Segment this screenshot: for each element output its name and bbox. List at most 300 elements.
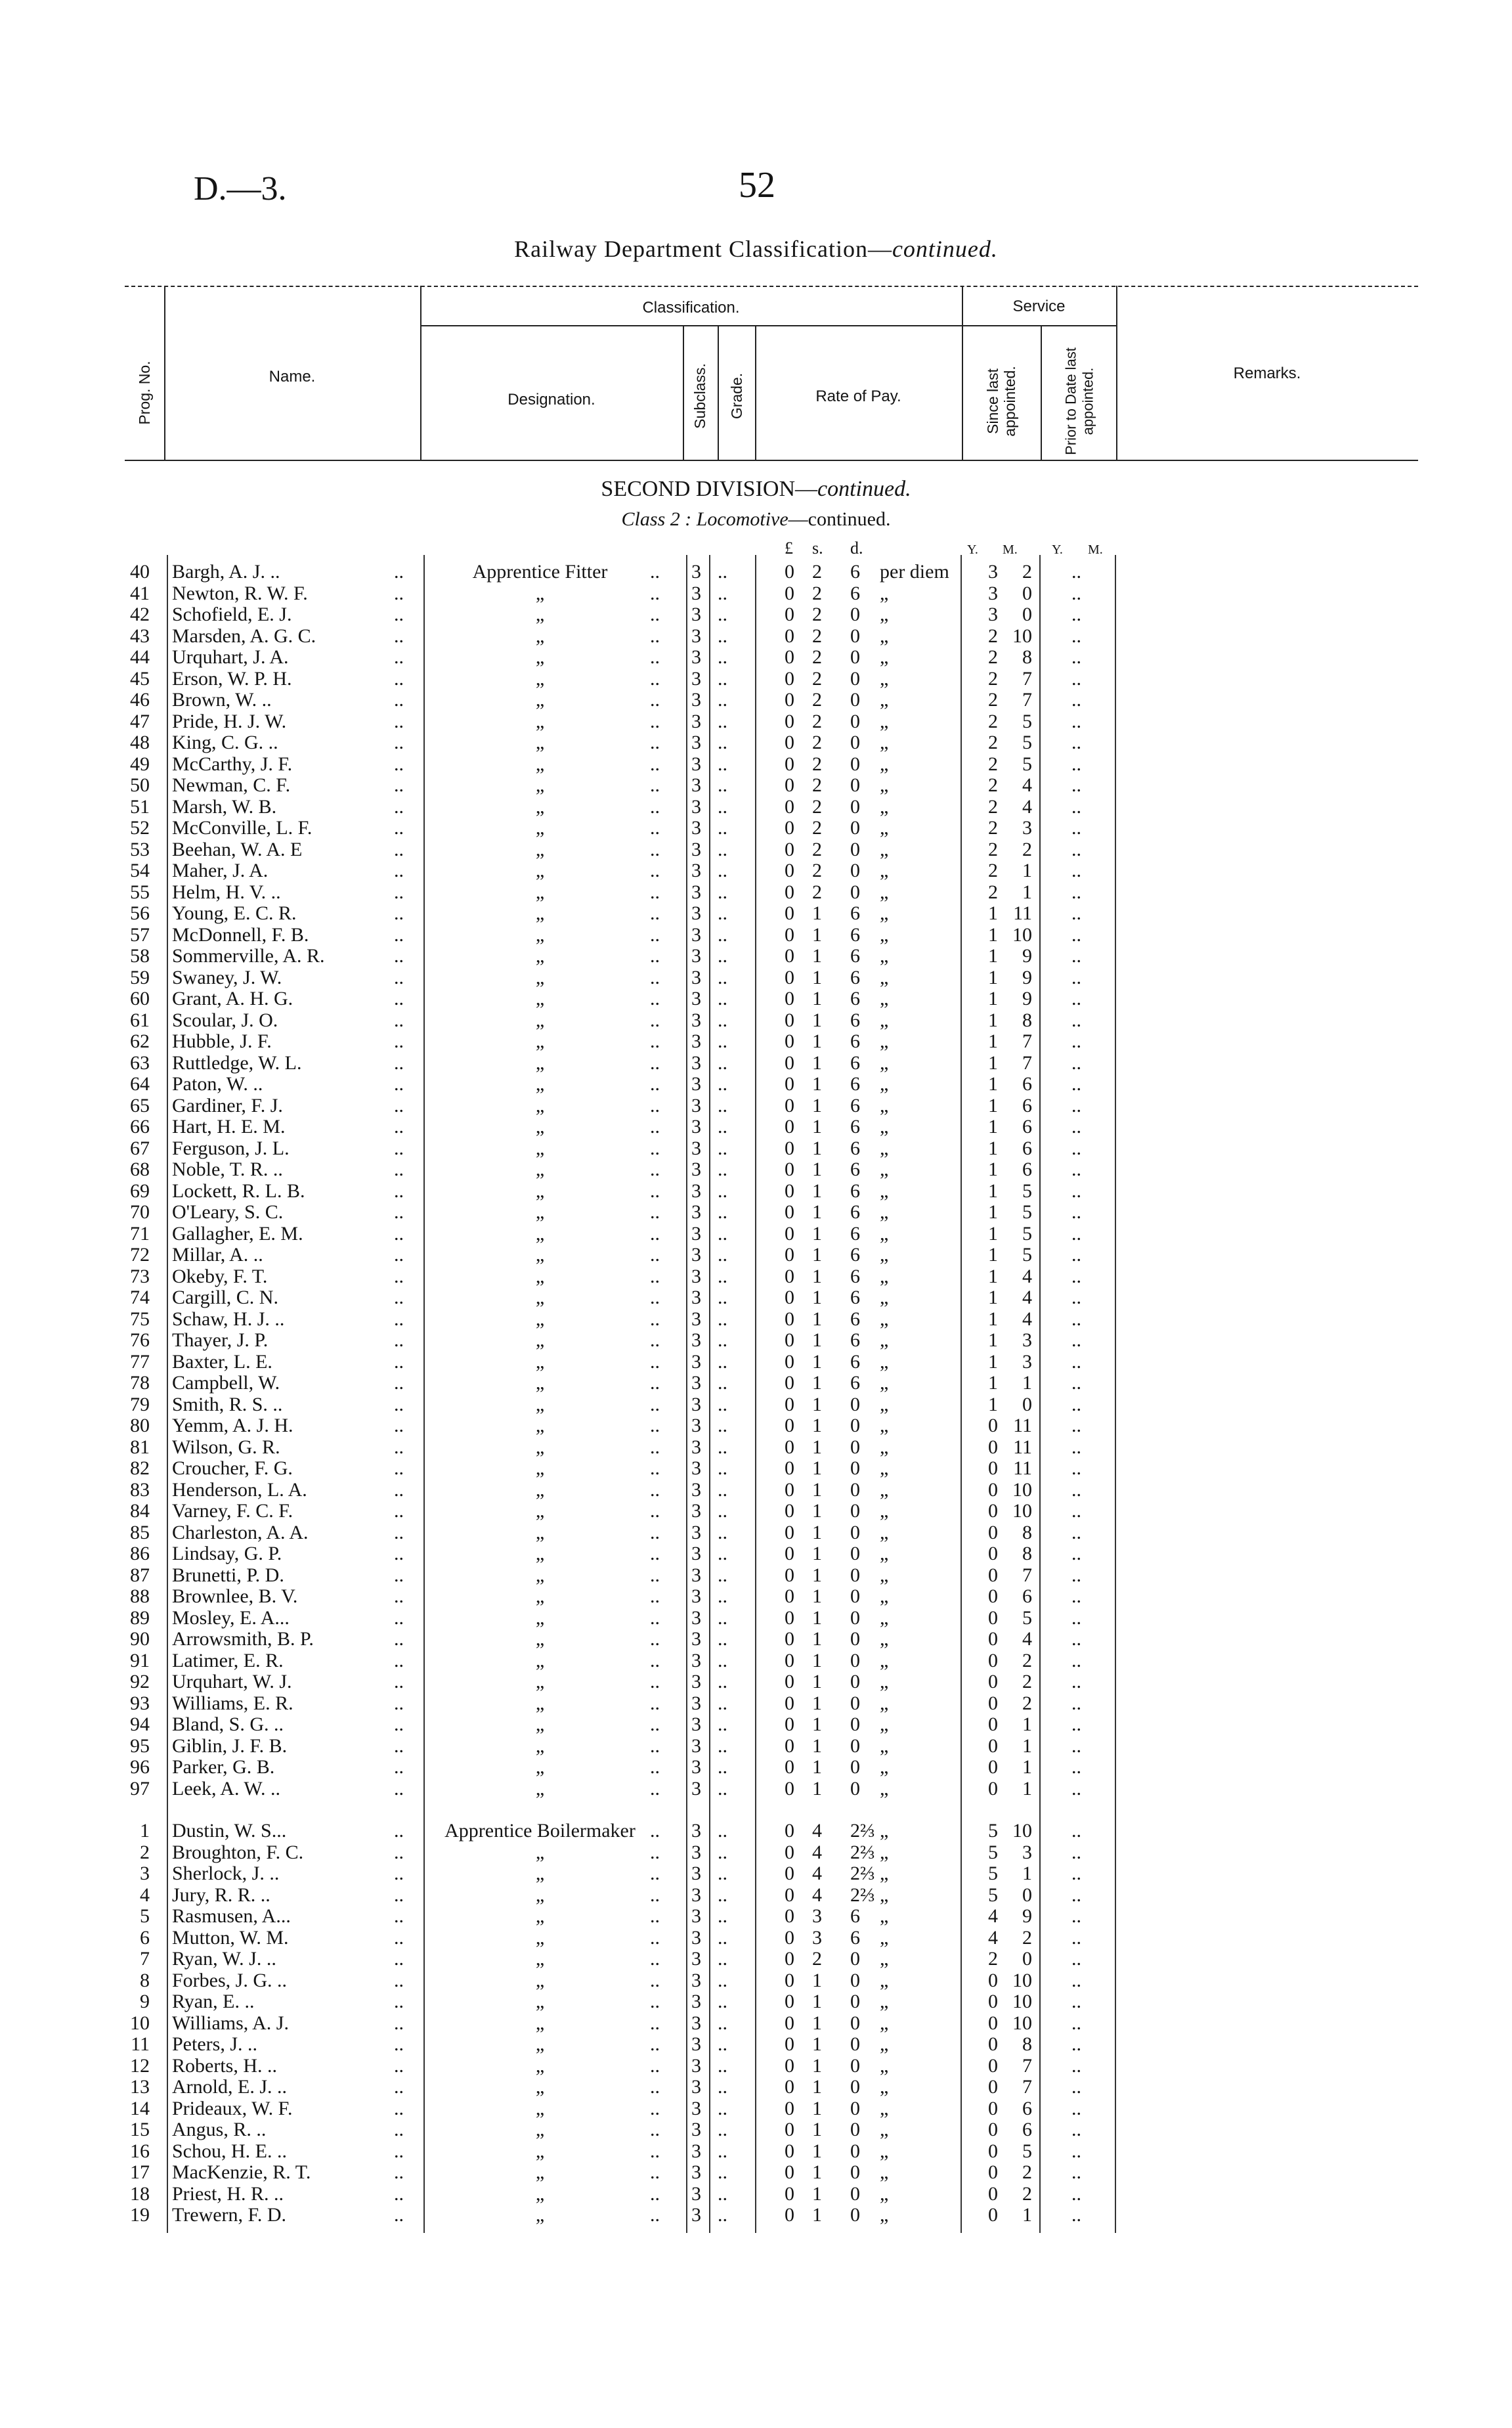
rate-pence: 6 bbox=[850, 902, 860, 924]
leader-dots: .. bbox=[718, 2119, 727, 2140]
rate-pounds: 0 bbox=[785, 1201, 794, 1223]
service-months: 5 bbox=[1022, 2140, 1032, 2162]
prior-service-blank: .. bbox=[1071, 1628, 1081, 1650]
leader-dots: .. bbox=[394, 1244, 404, 1266]
leader-dots: .. bbox=[718, 1671, 727, 1692]
prior-service-blank: .. bbox=[1071, 1585, 1081, 1607]
leader-dots: .. bbox=[650, 1478, 660, 1501]
service-months: 8 bbox=[1022, 646, 1032, 668]
rate-pounds: 0 bbox=[785, 1521, 794, 1543]
prior-service-blank: .. bbox=[1071, 2012, 1081, 2034]
employee-name: Latimer, E. R. bbox=[172, 1649, 284, 1671]
rate-shillings: 2 bbox=[812, 753, 822, 775]
leader-dots: .. bbox=[394, 561, 404, 583]
service-months: 8 bbox=[1022, 2033, 1032, 2055]
subclass: 3 bbox=[691, 923, 701, 946]
prior-service-blank: .. bbox=[1071, 1094, 1081, 1116]
rate-pence: 0 bbox=[850, 1777, 860, 1799]
leader-dots: .. bbox=[718, 689, 727, 711]
table-row bbox=[0, 818, 1512, 839]
rate-pence: 0 bbox=[850, 1692, 860, 1714]
designation: Apprentice Fitter bbox=[472, 561, 608, 583]
leader-dots: .. bbox=[718, 1820, 727, 1842]
rate-shillings: 2 bbox=[812, 1948, 822, 1970]
prior-service-blank: .. bbox=[1071, 710, 1081, 732]
table-body bbox=[0, 562, 1512, 2226]
employee-name: Ryan, W. J. .. bbox=[172, 1948, 276, 1970]
prog-no: 77 bbox=[130, 1350, 150, 1373]
subclass: 3 bbox=[691, 1094, 701, 1116]
service-months: 4 bbox=[1022, 1308, 1032, 1330]
service-months: 0 bbox=[1022, 1393, 1032, 1415]
rate-unit: „ bbox=[880, 1969, 889, 1991]
prior-service-blank: .. bbox=[1071, 2140, 1081, 2162]
service-years: 1 bbox=[988, 1009, 998, 1031]
rate-pence: 0 bbox=[850, 1734, 860, 1757]
rate-unit: „ bbox=[880, 1756, 889, 1778]
rate-shillings: 1 bbox=[812, 1713, 822, 1735]
rate-pence: 6 bbox=[850, 1308, 860, 1330]
employee-name: Yemm, A. J. H. bbox=[172, 1415, 293, 1436]
rate-pounds: 0 bbox=[785, 1244, 794, 1266]
leader-dots: .. bbox=[394, 817, 404, 839]
rate-unit: „ bbox=[880, 1820, 889, 1842]
rate-pounds: 0 bbox=[785, 1287, 794, 1308]
rate-shillings: 2 bbox=[812, 795, 822, 818]
leader-dots: .. bbox=[650, 1222, 660, 1245]
leader-dots: .. bbox=[650, 1521, 660, 1543]
rate-unit: „ bbox=[880, 1287, 889, 1308]
prior-service-blank: .. bbox=[1071, 1777, 1081, 1799]
employee-name: Brownlee, B. V. bbox=[172, 1585, 298, 1607]
rate-pounds: 0 bbox=[785, 1030, 794, 1052]
leader-dots: .. bbox=[718, 1713, 727, 1735]
leader-dots: .. bbox=[394, 1734, 404, 1757]
unit-pence: d. bbox=[850, 539, 863, 558]
leader-dots: .. bbox=[718, 1308, 727, 1330]
rate-unit: „ bbox=[880, 1308, 889, 1330]
service-months: 11 bbox=[1013, 1457, 1032, 1479]
rate-pounds: 0 bbox=[785, 1009, 794, 1031]
rate-pounds: 0 bbox=[785, 2033, 794, 2055]
prior-service-blank: .. bbox=[1071, 1905, 1081, 1927]
designation: „ bbox=[535, 604, 545, 625]
subclass: 3 bbox=[691, 604, 701, 625]
service-years: 0 bbox=[988, 2182, 998, 2205]
table-row bbox=[0, 860, 1512, 882]
leader-dots: .. bbox=[650, 1350, 660, 1373]
table-row bbox=[0, 1565, 1512, 1587]
rate-pence: 0 bbox=[850, 1713, 860, 1735]
leader-dots: .. bbox=[650, 923, 660, 946]
prior-service-blank: .. bbox=[1071, 582, 1081, 604]
table-row bbox=[0, 732, 1512, 754]
rate-pence: 6 bbox=[850, 1030, 860, 1052]
leader-dots: .. bbox=[718, 1137, 727, 1159]
rate-unit: „ bbox=[880, 2012, 889, 2034]
table-row bbox=[0, 2077, 1512, 2098]
service-years: 0 bbox=[988, 1649, 998, 1671]
prog-no: 2 bbox=[140, 1841, 150, 1863]
prog-no: 55 bbox=[130, 881, 150, 903]
service-years: 0 bbox=[988, 2119, 998, 2140]
service-years: 0 bbox=[988, 2204, 998, 2226]
employee-name: Priest, H. R. .. bbox=[172, 2182, 284, 2205]
leader-dots: .. bbox=[394, 1308, 404, 1330]
subclass: 3 bbox=[691, 1201, 701, 1223]
designation: „ bbox=[535, 1265, 545, 1287]
rate-pounds: 0 bbox=[785, 646, 794, 668]
prior-service-blank: .. bbox=[1071, 732, 1081, 753]
rate-pence: 0 bbox=[850, 838, 860, 860]
rate-pounds: 0 bbox=[785, 817, 794, 839]
leader-dots: .. bbox=[718, 2097, 727, 2119]
rate-unit: „ bbox=[880, 1991, 889, 2012]
leader-dots: .. bbox=[394, 1415, 404, 1436]
prior-service-blank: .. bbox=[1071, 1372, 1081, 1394]
prior-service-blank: .. bbox=[1071, 2054, 1081, 2077]
rate-pounds: 0 bbox=[785, 988, 794, 1009]
rate-pence: 0 bbox=[850, 753, 860, 775]
employee-name: Noble, T. R. .. bbox=[172, 1159, 283, 1180]
rate-pence: 0 bbox=[850, 1543, 860, 1564]
table-row bbox=[0, 1031, 1512, 1053]
leader-dots: .. bbox=[718, 1884, 727, 1906]
leader-dots: .. bbox=[718, 1201, 727, 1223]
prog-no: 19 bbox=[130, 2204, 150, 2226]
designation: „ bbox=[535, 1009, 545, 1031]
rate-unit: „ bbox=[880, 1948, 889, 1970]
leader-dots: .. bbox=[718, 1606, 727, 1629]
leader-dots: .. bbox=[650, 689, 660, 711]
rate-shillings: 1 bbox=[812, 2097, 822, 2119]
subclass: 3 bbox=[691, 1372, 701, 1394]
employee-name: MacKenzie, R. T. bbox=[172, 2161, 311, 2183]
service-years: 1 bbox=[988, 1116, 998, 1137]
service-months: 1 bbox=[1022, 1713, 1032, 1735]
rate-pounds: 0 bbox=[785, 1308, 794, 1330]
rate-unit: „ bbox=[880, 1606, 889, 1629]
leader-dots: .. bbox=[650, 1457, 660, 1479]
employee-name: Prideaux, W. F. bbox=[172, 2097, 293, 2119]
rate-pence: 0 bbox=[850, 1628, 860, 1650]
designation: „ bbox=[535, 860, 545, 881]
rate-pounds: 0 bbox=[785, 1969, 794, 1991]
service-months: 10 bbox=[1012, 1820, 1032, 1842]
rate-unit: „ bbox=[880, 1884, 889, 1906]
prog-no: 84 bbox=[130, 1500, 150, 1522]
prog-no: 15 bbox=[130, 2119, 150, 2140]
rate-unit: „ bbox=[880, 1222, 889, 1245]
leader-dots: .. bbox=[718, 2054, 727, 2077]
table-row bbox=[0, 1501, 1512, 1522]
prog-no: 86 bbox=[130, 1543, 150, 1564]
subclass: 3 bbox=[691, 966, 701, 988]
rate-pence: 0 bbox=[850, 1457, 860, 1479]
rate-pence: 0 bbox=[850, 1585, 860, 1607]
leader-dots: .. bbox=[718, 1521, 727, 1543]
prior-service-blank: .. bbox=[1071, 817, 1081, 839]
rate-shillings: 1 bbox=[812, 2119, 822, 2140]
service-months: 6 bbox=[1022, 1159, 1032, 1180]
unit-years-since: Y. bbox=[967, 542, 978, 557]
prog-no: 80 bbox=[130, 1415, 150, 1436]
rate-shillings: 1 bbox=[812, 1094, 822, 1116]
leader-dots: .. bbox=[394, 1116, 404, 1137]
leader-dots: .. bbox=[394, 2119, 404, 2140]
subclass: 3 bbox=[691, 1926, 701, 1949]
rate-pounds: 0 bbox=[785, 1457, 794, 1479]
rate-shillings: 1 bbox=[812, 1201, 822, 1223]
column-prog-no: Prog. No. bbox=[136, 361, 153, 425]
employee-name: Gallagher, E. M. bbox=[172, 1222, 303, 1245]
service-months: 0 bbox=[1022, 604, 1032, 625]
employee-name: Beehan, W. A. E bbox=[172, 838, 303, 860]
service-months: 1 bbox=[1022, 1863, 1032, 1884]
rate-shillings: 1 bbox=[812, 2182, 822, 2205]
service-months: 3 bbox=[1022, 817, 1032, 839]
service-months: 5 bbox=[1022, 1606, 1032, 1629]
prog-no: 94 bbox=[130, 1713, 150, 1735]
prior-service-blank: .. bbox=[1071, 988, 1081, 1009]
prog-no: 78 bbox=[130, 1372, 150, 1394]
subclass: 3 bbox=[691, 1116, 701, 1137]
subclass: 3 bbox=[691, 1137, 701, 1159]
rate-pounds: 0 bbox=[785, 1905, 794, 1927]
service-months: 5 bbox=[1022, 732, 1032, 753]
designation: „ bbox=[535, 1094, 545, 1116]
leader-dots: .. bbox=[394, 838, 404, 860]
service-months: 4 bbox=[1022, 795, 1032, 818]
service-years: 1 bbox=[988, 1180, 998, 1202]
prior-service-blank: .. bbox=[1071, 646, 1081, 668]
designation: „ bbox=[535, 1628, 545, 1650]
service-years: 0 bbox=[988, 1564, 998, 1586]
prior-service-blank: .. bbox=[1071, 1969, 1081, 1991]
designation: „ bbox=[535, 1478, 545, 1501]
subclass: 3 bbox=[691, 1436, 701, 1458]
prog-no: 59 bbox=[130, 966, 150, 988]
rate-pence: 0 bbox=[850, 667, 860, 690]
service-months: 5 bbox=[1022, 753, 1032, 775]
rate-pence: 6 bbox=[850, 988, 860, 1009]
designation: „ bbox=[535, 2097, 545, 2119]
page-title: Railway Department Classification—continued. bbox=[514, 236, 998, 262]
service-months: 0 bbox=[1022, 582, 1032, 604]
designation: „ bbox=[535, 1308, 545, 1330]
leader-dots: .. bbox=[394, 2012, 404, 2034]
leader-dots: .. bbox=[394, 860, 404, 881]
prog-no: 47 bbox=[130, 710, 150, 732]
prior-service-blank: .. bbox=[1071, 1180, 1081, 1202]
rate-pence: 0 bbox=[850, 2119, 860, 2140]
rate-pence: 6 bbox=[850, 1905, 860, 1927]
employee-name: Ruttledge, W. L. bbox=[172, 1051, 302, 1074]
rate-pounds: 0 bbox=[785, 1094, 794, 1116]
leader-dots: .. bbox=[650, 2119, 660, 2140]
leader-dots: .. bbox=[718, 582, 727, 604]
subclass: 3 bbox=[691, 1521, 701, 1543]
rate-pounds: 0 bbox=[785, 1948, 794, 1970]
leader-dots: .. bbox=[650, 604, 660, 625]
leader-dots: .. bbox=[394, 604, 404, 625]
rate-shillings: 1 bbox=[812, 1287, 822, 1308]
rate-shillings: 1 bbox=[812, 1265, 822, 1287]
employee-name: Young, E. C. R. bbox=[172, 902, 297, 924]
leader-dots: .. bbox=[394, 1841, 404, 1863]
rate-shillings: 1 bbox=[812, 1393, 822, 1415]
rate-unit: „ bbox=[880, 1094, 889, 1116]
rate-unit: „ bbox=[880, 923, 889, 946]
service-years: 0 bbox=[988, 1500, 998, 1522]
service-months: 8 bbox=[1022, 1521, 1032, 1543]
service-years: 1 bbox=[988, 1287, 998, 1308]
prog-no: 9 bbox=[140, 1991, 150, 2012]
leader-dots: .. bbox=[718, 923, 727, 946]
rate-unit: „ bbox=[880, 1521, 889, 1543]
designation: „ bbox=[535, 753, 545, 775]
rate-pounds: 0 bbox=[785, 753, 794, 775]
employee-name: Brunetti, P. D. bbox=[172, 1564, 284, 1586]
subclass: 3 bbox=[691, 902, 701, 924]
leader-dots: .. bbox=[718, 774, 727, 796]
leader-dots: .. bbox=[650, 1073, 660, 1095]
rate-pounds: 0 bbox=[785, 1500, 794, 1522]
leader-dots: .. bbox=[394, 732, 404, 753]
table-row bbox=[0, 1352, 1512, 1373]
service-months: 11 bbox=[1013, 1415, 1032, 1436]
rate-pounds: 0 bbox=[785, 1137, 794, 1159]
subclass: 3 bbox=[691, 2012, 701, 2034]
leader-dots: .. bbox=[718, 1265, 727, 1287]
rate-pounds: 0 bbox=[785, 2097, 794, 2119]
leader-dots: .. bbox=[650, 582, 660, 604]
column-service: Service bbox=[1012, 298, 1066, 315]
rate-unit: „ bbox=[880, 1415, 889, 1436]
rate-unit: „ bbox=[880, 1137, 889, 1159]
prior-service-blank: .. bbox=[1071, 1521, 1081, 1543]
leader-dots: .. bbox=[718, 945, 727, 967]
designation: „ bbox=[535, 1244, 545, 1266]
leader-dots: .. bbox=[394, 1905, 404, 1927]
service-months: 10 bbox=[1012, 923, 1032, 946]
service-months: 10 bbox=[1012, 625, 1032, 647]
prog-no: 11 bbox=[131, 2033, 150, 2055]
leader-dots: .. bbox=[394, 1969, 404, 1991]
rate-unit: „ bbox=[880, 1265, 889, 1287]
rate-pounds: 0 bbox=[785, 1777, 794, 1799]
rate-shillings: 4 bbox=[812, 1863, 822, 1884]
rate-pounds: 0 bbox=[785, 795, 794, 818]
leader-dots: .. bbox=[718, 1094, 727, 1116]
rate-shillings: 4 bbox=[812, 1884, 822, 1906]
leader-dots: .. bbox=[718, 2076, 727, 2098]
service-years: 2 bbox=[988, 667, 998, 690]
rate-pence: 6 bbox=[850, 1137, 860, 1159]
service-months: 4 bbox=[1022, 774, 1032, 796]
prior-service-blank: .. bbox=[1071, 945, 1081, 967]
column-grade: Grade. bbox=[728, 372, 745, 420]
rate-shillings: 2 bbox=[812, 881, 822, 903]
table-row bbox=[0, 1159, 1512, 1181]
prior-service-blank: .. bbox=[1071, 1159, 1081, 1180]
division-name: SECOND DIVISION— bbox=[601, 477, 818, 501]
rate-shillings: 1 bbox=[812, 1180, 822, 1202]
service-months: 3 bbox=[1022, 1329, 1032, 1351]
prior-service-blank: .. bbox=[1071, 1265, 1081, 1287]
rate-unit: „ bbox=[880, 625, 889, 647]
leader-dots: .. bbox=[650, 1628, 660, 1650]
leader-dots: .. bbox=[394, 1180, 404, 1202]
rate-pounds: 0 bbox=[785, 2182, 794, 2205]
column-designation: Designation. bbox=[508, 391, 595, 408]
table-row bbox=[0, 1245, 1512, 1266]
rate-unit: „ bbox=[880, 604, 889, 625]
leader-dots: .. bbox=[718, 1948, 727, 1970]
prog-no: 17 bbox=[130, 2161, 150, 2183]
leader-dots: .. bbox=[650, 902, 660, 924]
designation: „ bbox=[535, 1500, 545, 1522]
rate-unit: „ bbox=[880, 1585, 889, 1607]
leader-dots: .. bbox=[650, 1884, 660, 1906]
rate-pounds: 0 bbox=[785, 902, 794, 924]
leader-dots: .. bbox=[650, 1777, 660, 1799]
prior-service-blank: .. bbox=[1071, 1287, 1081, 1308]
prior-service-blank: .. bbox=[1071, 1393, 1081, 1415]
subclass: 3 bbox=[691, 1756, 701, 1778]
leader-dots: .. bbox=[394, 1478, 404, 1501]
designation: „ bbox=[535, 2012, 545, 2034]
designation: „ bbox=[535, 2182, 545, 2205]
table-row bbox=[0, 1970, 1512, 1992]
prog-no: 93 bbox=[130, 1692, 150, 1714]
subclass: 3 bbox=[691, 1051, 701, 1074]
rate-pence: 0 bbox=[850, 2076, 860, 2098]
table-row bbox=[0, 1074, 1512, 1095]
rate-pounds: 0 bbox=[785, 966, 794, 988]
subclass: 3 bbox=[691, 1628, 701, 1650]
rate-shillings: 1 bbox=[812, 1457, 822, 1479]
prog-no: 87 bbox=[130, 1564, 150, 1586]
rate-pounds: 0 bbox=[785, 689, 794, 711]
service-years: 1 bbox=[988, 1222, 998, 1245]
table-row bbox=[0, 1885, 1512, 1907]
service-years: 1 bbox=[988, 1244, 998, 1266]
leader-dots: .. bbox=[718, 1372, 727, 1394]
leader-dots: .. bbox=[650, 1649, 660, 1671]
service-months: 1 bbox=[1022, 860, 1032, 881]
leader-dots: .. bbox=[718, 1991, 727, 2012]
designation: „ bbox=[535, 1671, 545, 1692]
table-row bbox=[0, 647, 1512, 669]
subclass: 3 bbox=[691, 1159, 701, 1180]
rate-unit: „ bbox=[880, 1500, 889, 1522]
designation: „ bbox=[535, 988, 545, 1009]
leader-dots: .. bbox=[650, 1606, 660, 1629]
table-row bbox=[0, 2056, 1512, 2077]
prior-service-blank: .. bbox=[1071, 1137, 1081, 1159]
prior-service-blank: .. bbox=[1071, 1500, 1081, 1522]
rate-pence: 6 bbox=[850, 1073, 860, 1095]
prog-no: 90 bbox=[130, 1628, 150, 1650]
employee-name: Baxter, L. E. bbox=[172, 1350, 272, 1373]
table-row bbox=[0, 1842, 1512, 1864]
designation: „ bbox=[535, 1841, 545, 1863]
subclass: 3 bbox=[691, 1884, 701, 1906]
rate-pence: 0 bbox=[850, 2182, 860, 2205]
rate-pounds: 0 bbox=[785, 1478, 794, 1501]
employee-name: McCarthy, J. F. bbox=[172, 753, 293, 775]
